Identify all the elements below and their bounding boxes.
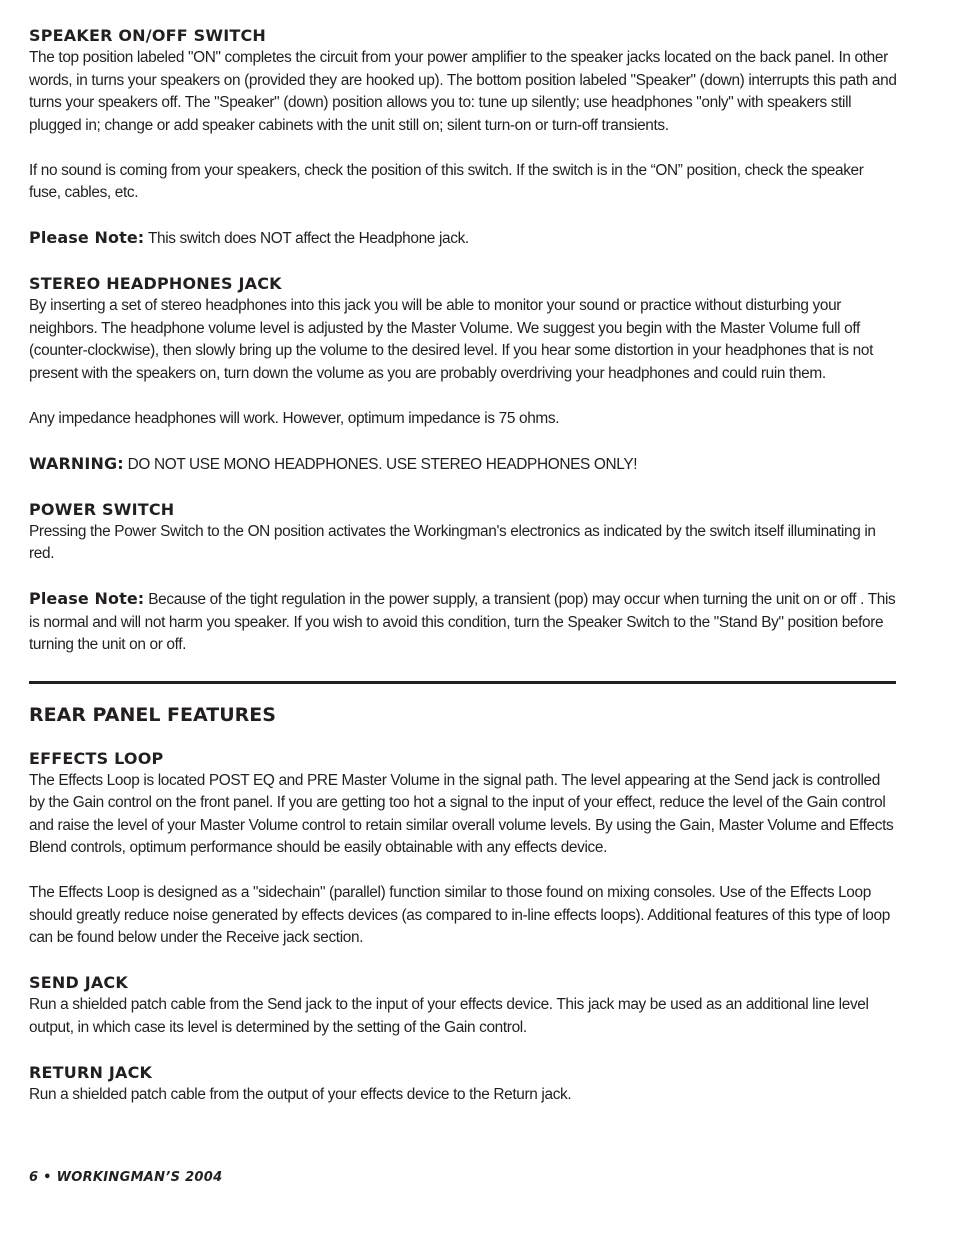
page-footer: 6 • WORKINGMAN’S 2004 [29,1170,223,1185]
speaker-switch-note-text: This switch does NOT affect the Headphone jack. [144,230,469,247]
power-switch-paragraph-1: Pressing the Power Switch to the ON position activates the Workingman's electronics as indicated by the switch itself illuminating in red. [29,522,876,562]
speaker-switch-paragraph-1: The top position labeled "ON" completes the circuit from your power amplifier to the speaker jacks located on the back panel. In other words, in turns your speakers on (provided they are hooked up). The bottom position labeled "Speaker" (down) interrupts this path and turns your speakers off. The "Speaker" (down) position allows you to: tune up silently; use headphones "only" with speakers still plugged in; change or add speaker cabinets with the unit still on; silent turn-on or turn-off transients. [29,49,897,134]
speaker-switch-note-label: Please Note: [29,228,145,247]
speaker-switch-section [29,25,897,251]
return-jack-heading: RETURN JACK [29,1062,153,1082]
effects-loop-section [29,748,897,950]
headphones-paragraph-1: By inserting a set of stereo headphones into this jack you will be able to monitor your sound or practice without disturbing your neighbors. The headphone volume level is adjusted by the Master Volume. We suggest you begin with the Master Volume full off (counter-clockwise), then slowly bring up the volume to the desired level. If you hear some distortion in your headphones that is not present with the speakers on, turn down the volume as you are probably overdriving your headphones and could ruin them. [29,297,874,382]
speaker-switch-note [29,227,897,251]
send-jack-paragraph-1: Run a shielded patch cable from the Send jack to the input of your effects device. This jack may be used as an additional line level output, in which case its level is determined by the setting of the Gain control. [29,996,869,1036]
power-switch-note-label: Please Note: [29,589,145,608]
headphones-heading: STEREO HEADPHONES JACK [29,274,282,293]
power-switch-heading: POWER SWITCH [29,499,175,519]
manual-page [29,25,897,1106]
headphones-paragraph-2: Any impedance headphones will work. However, optimum impedance is 75 ohms. [29,409,560,427]
effects-loop-paragraph-2: The Effects Loop is designed as a "sidechain" (parallel) function similar to those found on mixing consoles. Use of the Effects Loop should greatly reduce noise generated by effects devices (as compared to in-line effects loops). Additional features of this type of loop can be found below under the Receive jack section. [29,884,890,946]
headphones-warning-text: DO NOT USE MONO HEADPHONES. USE STEREO HEADPHONES ONLY! [123,455,638,473]
section-divider [29,681,896,684]
rear-panel-title: REAR PANEL FEATURES [29,703,276,726]
headphones-section [29,273,897,476]
power-switch-note [29,588,897,657]
speaker-switch-paragraph-2: If no sound is coming from your speakers, check the position of this switch. If the switch is in the “ON” position, check the speaker fuse, cables, etc. [29,161,864,201]
return-jack-section [29,1062,897,1107]
send-jack-heading: SEND JACK [29,973,128,992]
effects-loop-heading: EFFECTS LOOP [29,748,164,768]
return-jack-paragraph-1: Run a shielded patch cable from the output of your effects device to the Return jack. [29,1085,572,1103]
power-switch-section [29,499,897,657]
send-jack-section [29,972,897,1039]
effects-loop-paragraph-1: The Effects Loop is located POST EQ and PRE Master Volume in the signal path. The level appearing at the Send jack is controlled by the Gain control on the front panel. If you are getting too hot a signal to the input of your effect, reduce the level of the Gain control and raise the level of your Master Volume control to retain similar overall volume levels. By using the Gain, Master Volume and Effects Blend controls, optimum performance should be easily obtainable with any effects device. [29,771,894,856]
headphones-warning-label: WARNING: [29,453,124,473]
speaker-switch-heading: SPEAKER ON/OFF SWITCH [29,26,267,45]
power-switch-note-text: Because of the tight regulation in the power supply, a transient (pop) may occur when turning the unit on or off . This is normal and will not harm you speaker. If you wish to avoid this condition, turn the Speaker Switch to the "Stand By" position before turning the unit on or off. [29,591,896,653]
headphones-warning [29,453,897,477]
